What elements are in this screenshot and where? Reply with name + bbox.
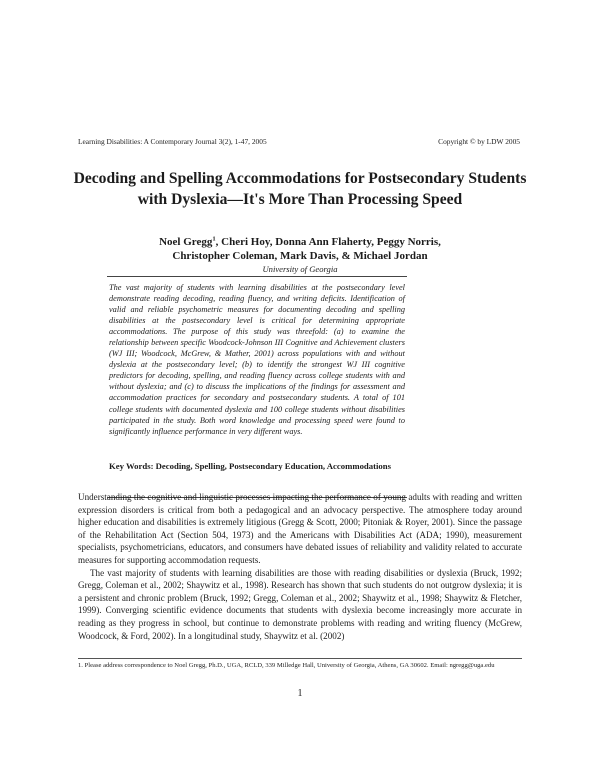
author-line-2: Christopher Coleman, Mark Davis, & Michael Jordan (172, 249, 428, 262)
body-paragraph-2: The vast majority of students with learning disabilities are those with reading disabilities or dyslexia (Bruck, 1992; Gregg, Coleman et al., 2002; Shaywitz et al., 1998). Research has shown that such students do not outgrow dyslexia; it is a persistent and chronic problem (Bruck, 1992; Gregg, Coleman et al., 2002; Shaywitz et al., 1998; Shaywitz & Fletcher, 1999). Converging scientific evidence documents that students with dyslexia become increasingly more accurate in reading as they progress in school, but continue to demonstrate problems with reading and writing fluency (McGrew, Woodcock, & Ford, 2002). In a longitudinal study, Shaywitz et al. (2002) (78, 567, 522, 641)
body-text (78, 491, 522, 642)
footnote: 1. Please address correspondence to Noel Gregg, Ph.D., UGA, RCLD, 339 Milledge Hall, University of Georgia, Athens, GA 30602. Email: ngregg@uga.edu (78, 662, 495, 669)
page-number: 1 (297, 688, 303, 699)
keywords: Key Words: Decoding, Spelling, Postsecondary Education, Accommodations (109, 461, 391, 471)
co-authors-1: , Cheri Hoy, Donna Ann Flaherty, Peggy Norris, (215, 236, 441, 248)
journal-citation: Learning Disabilities: A Contemporary Journal 3(2), 1-47, 2005 (78, 137, 267, 146)
paper-title: Decoding and Spelling Accommodations for Postsecondary Students with Dyslexia—It's More Than Processing Speed (73, 170, 527, 208)
first-author: Noel Gregg (159, 236, 213, 248)
footnote-divider (78, 658, 522, 659)
footnote-marker: 1 (212, 235, 216, 243)
author-line-1 (90, 236, 510, 250)
affiliation: University of Georgia (262, 264, 338, 274)
body-paragraph-1: Understanding the cognitive and linguistic processes impacting the performance of young adults with reading and written expression disorders is critical from both a pedagogical and an advocacy perspective. The atmosphere today around higher education and disabilities is extremely litigious (Gregg & Scott, 2000; Pitoniak & Royer, 2001). Since the passage of the Rehabilitation Act (Section 504, 1973) and the Americans with Disabilities Act (ADA; 1990), measurement specialists, psychometricians, educators, and consumers have debated issues of reliability and validity related to accurate measures for supporting accommodation requests. (78, 492, 522, 565)
abstract: The vast majority of students with learning disabilities at the postsecondary level demonstrate reading decoding, reading fluency, and writing deficits. Identification of valid and reliable psychometric measures for documenting decoding and spelling disabilities at the postsecondary level is critical for determining appropriate accommodations. The purpose of this study was threefold: (a) to examine the relationship between specific Woodcock-Johnson III Cognitive and Achievement clusters (WJ III; Woodcock, McGrew, & Mather, 2001) across populations with and without dyslexia at the postsecondary level; (b) to identify the strongest WJ III cognitive predictors for decoding, spelling, and reading fluency across college students with and without dyslexia; and (c) to discuss the implications of the findings for assessment and accommodation practices for secondary and postsecondary students. A total of 101 college students with documented dyslexia and 100 college students without disabilities participated in the study. Both word knowledge and processing speed were found to significantly influence performance in very different ways. (109, 283, 405, 436)
copyright-notice: Copyright © by LDW 2005 (438, 137, 520, 146)
abstract-box (107, 276, 407, 498)
author-list (90, 236, 510, 263)
